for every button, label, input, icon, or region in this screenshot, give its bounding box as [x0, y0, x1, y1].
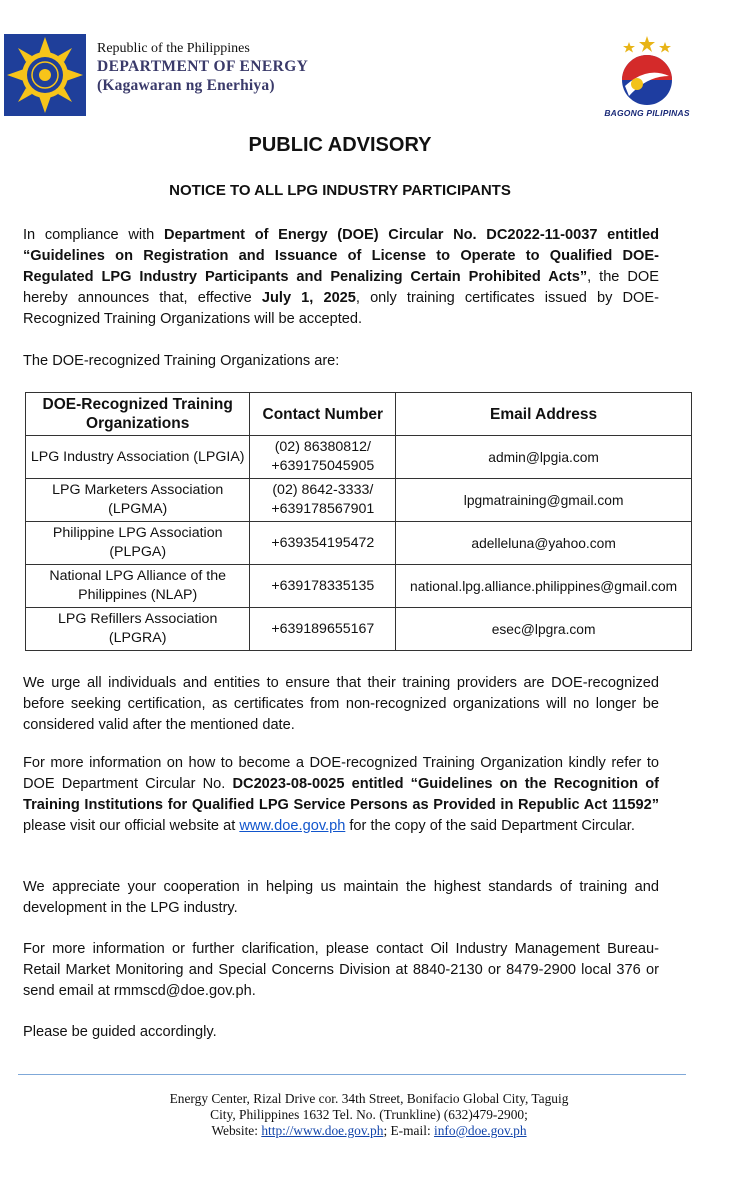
letterhead-kagawaran: (Kagawaran ng Enerhiya) [97, 77, 275, 94]
more-info-paragraph [23, 753, 659, 837]
org-name: LPG Marketers Association (LPGMA) [26, 479, 250, 522]
org-name: National LPG Alliance of the Philippines (NLAP) [26, 565, 250, 608]
footer-line-1: Energy Center, Rizal Drive cor. 34th Street, Bonifacio Global City, Taguig [169, 1091, 569, 1106]
org-email: national.lpg.alliance.philippines@gmail.com [396, 565, 692, 608]
closing-line: Please be guided accordingly. [23, 1024, 217, 1040]
intro-text-2: , the DOE hereby announces that, effective [23, 269, 659, 306]
intro-text-3: , only training certificates issued by DOE-Recognized Training Organizations will be accepted. [23, 290, 659, 327]
table-row [26, 522, 692, 565]
table-row [26, 565, 692, 608]
org-contact: (02) 8642-3333/ +639178567901 [250, 479, 396, 522]
table-row [26, 479, 692, 522]
org-contact: (02) 86380812/ +639175045905 [250, 436, 396, 479]
table-row [26, 608, 692, 651]
org-email: admin@lpgia.com [396, 436, 692, 479]
table-header-row [26, 393, 692, 436]
footer-website-link[interactable]: http://www.doe.gov.ph [261, 1123, 384, 1138]
intro-effective-date: July 1, 2025 [261, 290, 356, 306]
letterhead-department: DEPARTMENT OF ENERGY [97, 58, 309, 75]
page-subtitle: NOTICE TO ALL LPG INDUSTRY PARTICIPANTS [169, 182, 511, 199]
appreciate-paragraph: We appreciate your cooperation in helping us maintain the highest standards of training and development in the LPG industry. [23, 879, 659, 916]
org-name: Philippine LPG Association (PLPGA) [26, 522, 250, 565]
org-email: esec@lpgra.com [396, 608, 692, 651]
intro-paragraph [23, 225, 659, 330]
header-email: Email Address [396, 393, 692, 436]
footer-line-2: City, Philippines 1632 Tel. No. (Trunkline) (632)479-2900; [210, 1107, 528, 1122]
header-contact: Contact Number [250, 393, 396, 436]
org-name: LPG Refillers Association (LPGRA) [26, 608, 250, 651]
header-organizations: DOE-Recognized Training Organizations [26, 393, 250, 436]
intro-text-1: In compliance with [23, 227, 164, 243]
more-info-text-3: for the copy of the said Department Circular. [345, 818, 635, 834]
letterhead [97, 40, 308, 95]
training-organizations-table [25, 392, 692, 651]
org-contact: +639178335135 [250, 565, 396, 608]
org-name: LPG Industry Association (LPGIA) [26, 436, 250, 479]
more-info-circular-title: DC2023-08-0025 entitled “Guidelines on the Recognition of Training Institutions for Qualified LPG Service Persons as Provided in Republic Act 11592” [23, 776, 659, 813]
footer-email-link[interactable]: info@doe.gov.ph [434, 1123, 527, 1138]
org-email: lpgmatraining@gmail.com [396, 479, 692, 522]
footer-email-label: ; E-mail: [383, 1123, 435, 1138]
table-row [26, 436, 692, 479]
footer-divider [18, 1074, 686, 1075]
footer-line-3 [0, 1123, 738, 1139]
intro-circular-title: Department of Energy (DOE) Circular No. DC2022-11-0037 entitled “Guidelines on Registration and Issuance of License to Operate to Qualified DOE-Regulated LPG Industry Participants and Penalizing Certain Prohibited Acts” [23, 227, 659, 285]
list-intro: The DOE-recognized Training Organizations are: [23, 353, 340, 369]
letterhead-republic: Republic of the Philippines [97, 41, 250, 56]
doe-website-link[interactable]: www.doe.gov.ph [239, 818, 346, 834]
more-info-text-2: please visit our official website at [23, 818, 240, 834]
bagong-pilipinas-label: BAGONG PILIPINAS [604, 108, 690, 118]
clarify-paragraph: For more information or further clarification, please contact Oil Industry Management Bureau- Retail Market Monitoring and Special Concerns Division at 8840-2130 or 8479-2900 local 376 or send email at rmmscd@doe.gov.ph. [23, 941, 659, 999]
footer-website-label: Website: [211, 1123, 262, 1138]
bagong-pilipinas-logo [607, 36, 687, 106]
footer-address [0, 1091, 738, 1139]
org-contact: +639354195472 [250, 522, 396, 565]
org-contact: +639189655167 [250, 608, 396, 651]
page-title: PUBLIC ADVISORY [248, 134, 432, 156]
more-info-text-1: For more information on how to become a DOE-recognized Training Organization kindly refer to DOE Department Circular No. [23, 755, 659, 792]
org-email: adelleluna@yahoo.com [396, 522, 692, 565]
doe-seal-logo [4, 34, 86, 116]
urge-paragraph: We urge all individuals and entities to ensure that their training providers are DOE-recognized before seeking certification, as certificates from non-recognized organizations will no longer be considered valid after the mentioned date. [23, 675, 659, 733]
